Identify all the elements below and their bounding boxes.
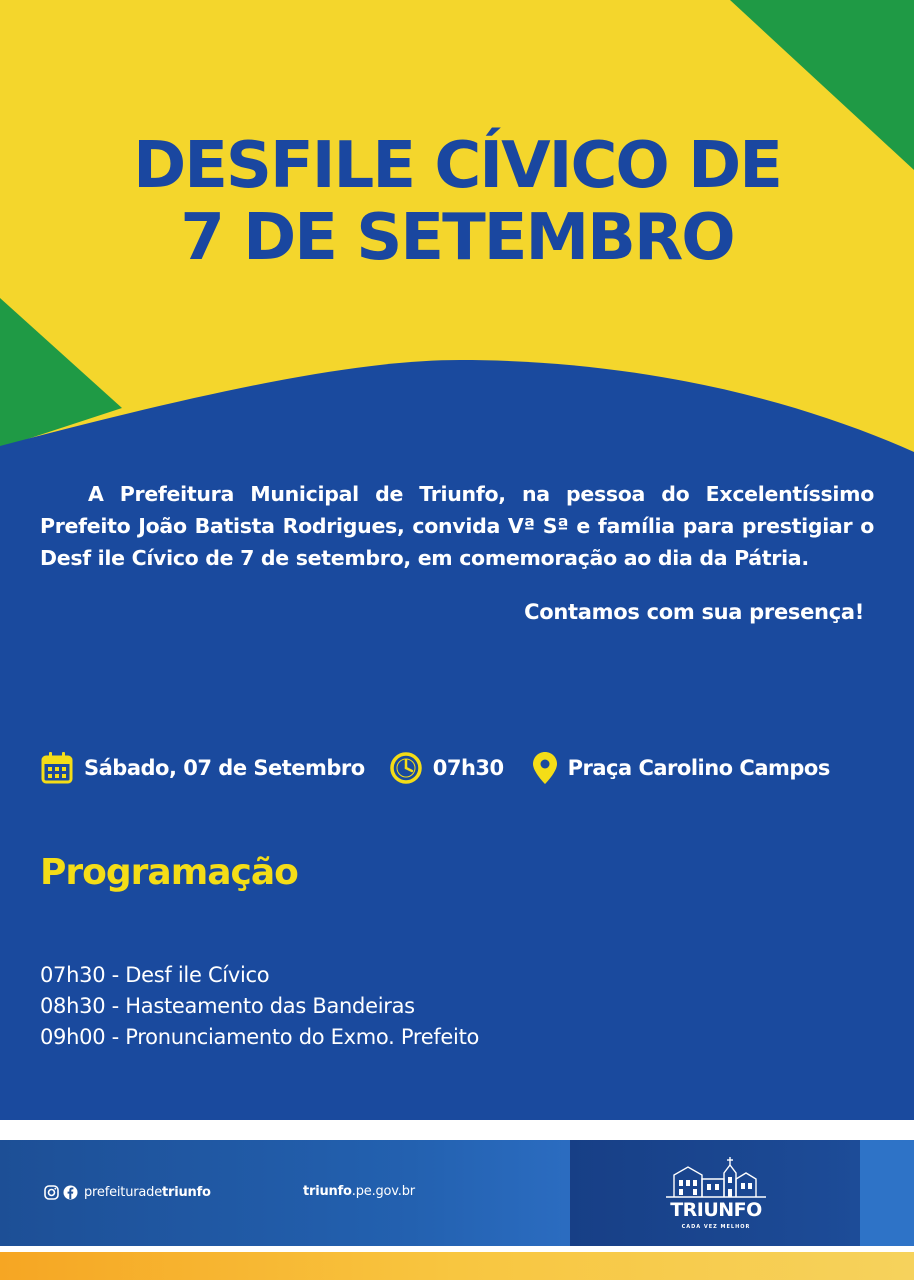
event-location bbox=[532, 751, 830, 785]
social-handle-text[interactable]: prefeituradetriunfo bbox=[84, 1184, 211, 1200]
footer-spacer bbox=[0, 1120, 914, 1140]
social-handle-link[interactable] bbox=[44, 1183, 211, 1201]
instagram-icon[interactable] bbox=[44, 1185, 59, 1200]
invitation-text: A Prefeitura Municipal de Triunfo, na pessoa do Excelentíssimo Prefeito João Batista Rodrigues, convida Vª Sª e família para prestigiar o Desf ile Cívico de 7 de setembro, em comemoração ao dia da Pátria. bbox=[40, 482, 874, 570]
program-list bbox=[40, 960, 479, 1053]
title-line-2: 7 DE SETEMBRO bbox=[180, 201, 734, 275]
footer-edge-strip bbox=[860, 1140, 914, 1246]
website-link[interactable]: triunfo.pe.gov.br bbox=[303, 1184, 415, 1199]
event-date-text: Sábado, 07 de Setembro bbox=[84, 756, 365, 780]
facebook-icon[interactable] bbox=[63, 1185, 78, 1200]
program-item: 09h00 - Pronunciamento do Exmo. Prefeito bbox=[40, 1025, 480, 1049]
calendar-icon bbox=[40, 751, 74, 785]
event-details bbox=[40, 746, 900, 790]
clock-icon bbox=[389, 751, 423, 785]
event-title bbox=[0, 130, 914, 274]
program-item: 07h30 - Desf ile Cívico bbox=[40, 963, 270, 987]
event-date bbox=[40, 751, 365, 785]
event-time-text: 07h30 bbox=[432, 756, 504, 780]
program-heading: Programação bbox=[40, 852, 298, 893]
logo-name: TRIUNFO bbox=[670, 1199, 762, 1221]
event-location-text: Praça Carolino Campos bbox=[567, 756, 830, 780]
title-line-1: DESFILE CÍVICO DE bbox=[133, 129, 781, 203]
program-item: 08h30 - Hasteamento das Bandeiras bbox=[40, 994, 415, 1018]
closing-text: Contamos com sua presença! bbox=[524, 600, 864, 624]
logo-tagline: CADA VEZ MELHOR bbox=[681, 1224, 751, 1230]
event-time bbox=[389, 751, 504, 785]
location-pin-icon bbox=[532, 751, 558, 785]
footer-orange-band bbox=[0, 1252, 914, 1280]
